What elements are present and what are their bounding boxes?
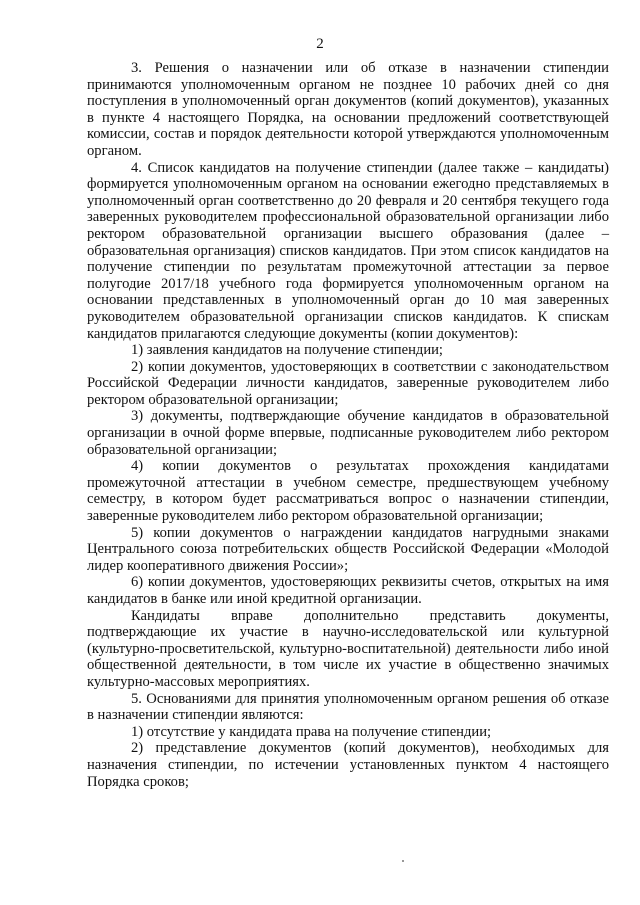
list-item-applications: 1) заявления кандидатов на получение стипендии; (131, 342, 443, 359)
list-item-identity-documents: 2) копии документов, удостоверяющих в соответствии с законодательством Российской Федерации личности кандидатов, заверенные руководителем либо ректором образовательной организации; (87, 358, 609, 408)
list-item-award-badges: 5) копии документов о награждении кандидатов нагрудными знаками Центрального союза потребительских обществ Российской Федерации «Молодой лидер кооперативного движения России»; (87, 524, 609, 574)
list-item-late-submission: 2) представление документов (копий документов), необходимых для назначения стипендии, по истечении установленных пунктом 4 настоящего Порядка сроков; (87, 740, 609, 790)
list-item-study-confirmation: 3) документы, подтверждающие обучение кандидатов в образовательной организации в очной форме впервые, подписанные руководителем либо ректором образовательной организации; (87, 408, 609, 458)
scan-speck (402, 860, 404, 862)
list-item-no-right: 1) отсутствие у кандидата права на получение стипендии; (131, 723, 492, 740)
document-body (87, 60, 609, 790)
paragraph-additional-documents: Кандидаты вправе дополнительно представить документы, подтверждающие их участие в научно-исследовательской или культурной (культурно-просветительской, культурно-воспитательной) деятельности либо иной общественной деятельности, в том числе их участие в общественно значимых культурно-массовых мероприятиях. (87, 607, 609, 690)
page-number: 2 (316, 36, 324, 52)
paragraph-4-candidate-list: 4. Список кандидатов на получение стипендии (далее также – кандидаты) формируется уполномоченным органом на основании ежегодно представляемых в уполномоченный орган соответственно до 20 февраля и 20 сентября текущего года заверенных руководителем профессиональной образовательной организации либо ректором образовательной организации высшего образования (далее – образовательная организация) списков кандидатов. При этом список кандидатов на получение стипендии по результатам промежуточной аттестации за первое полугодие 2017/18 учебного года формируется уполномоченным органом на основании представленных в уполномоченный орган до 10 мая заверенных руководителем образовательной организации списков кандидатов. К спискам кандидатов прилагаются следующие документы (копии документов): (87, 159, 609, 342)
list-item-attestation-results: 4) копии документов о результатах прохождения кандидатами промежуточной аттестации в учебном семестре, предшествующем учебному семестру, в котором будет рассматриваться вопрос о назначении стипендии, заверенные руководителем либо ректором образовательной организации; (87, 458, 609, 525)
list-item-bank-accounts: 6) копии документов, удостоверяющих реквизиты счетов, открытых на имя кандидатов в банке или иной кредитной организации. (87, 574, 609, 607)
paragraph-5-refusal-grounds: 5. Основаниями для принятия уполномоченным органом решения об отказе в назначении стипендии являются: (87, 690, 609, 724)
paragraph-3-decision-deadline: 3. Решения о назначении или об отказе в назначении стипендии принимаются уполномоченным органом не позднее 10 рабочих дней со дня поступления в уполномоченный орган документов (копий документов), указанных в пункте 4 настоящего Порядка, на основании предложений соответствующей комиссии, состав и порядок деятельности которой утверждаются уполномоченным органом. (87, 60, 609, 159)
